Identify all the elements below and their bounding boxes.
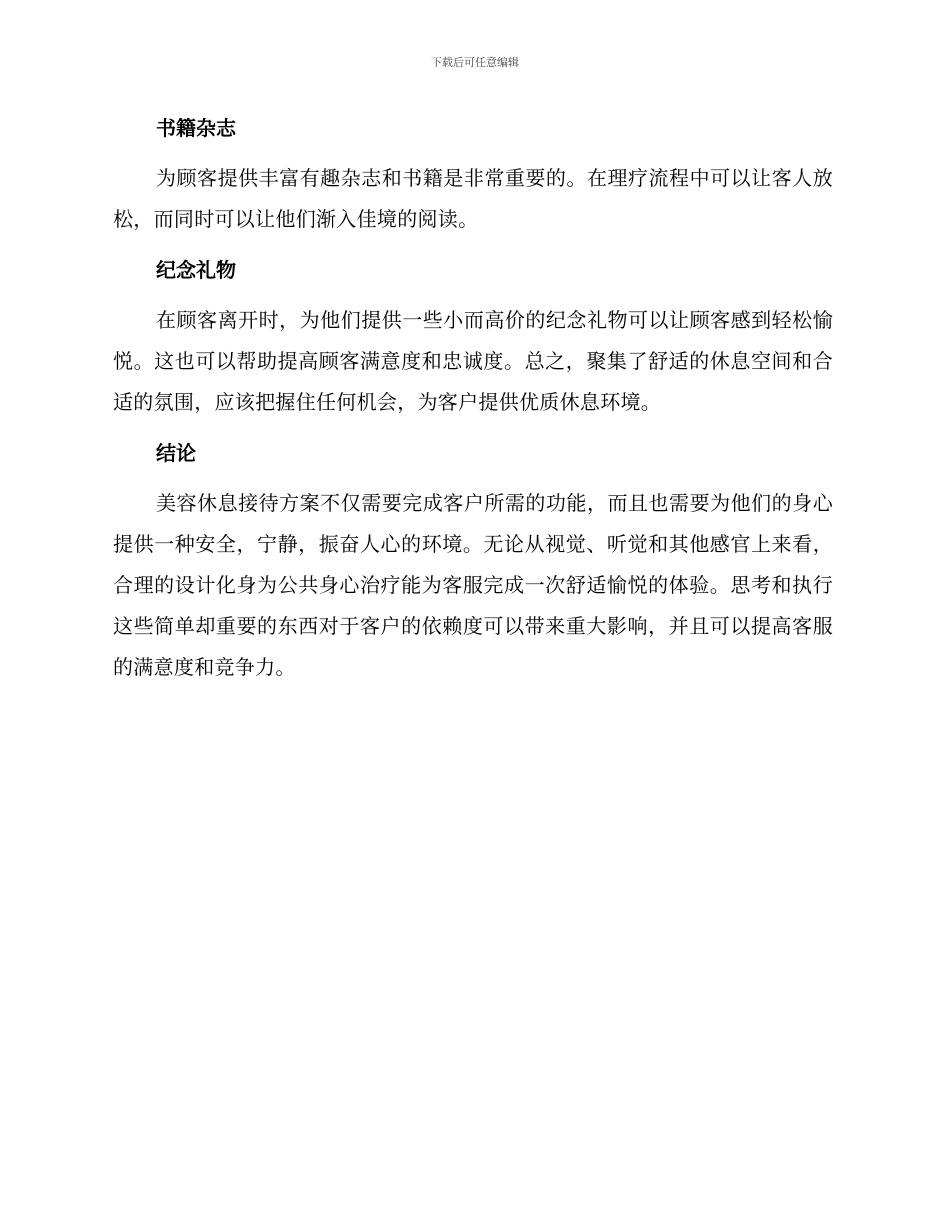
section-heading-books: 书籍杂志 [156, 116, 236, 140]
section-paragraph-gifts: 在顾客离开时，为他们提供一些小而高价的纪念礼物可以让顾客感到轻松愉悦。这也可以帮助提高顾客满意度和忠诚度。总之，聚集了舒适的休息空间和合适的氛围，应该把握住任何机会，为客户提供优质休息环境。 [113, 308, 833, 414]
section-paragraph-conclusion: 美容休息接待方案不仅需要完成客户所需的功能，而且也需要为他们的身心提供一种安全，宁静，振奋人心的环境。无论从视觉、听觉和其他感官上来看，合理的设计化身为公共身心治疗能为客服完成一次舒适愉悦的体验。思考和执行这些简单却重要的东西对于客户的依赖度可以带来重大影响，并且可以提高客服的满意度和竞争力。 [113, 491, 833, 679]
page-header: 下载后可任意编辑 [431, 56, 519, 69]
document-body [113, 110, 833, 700]
section-paragraph-books: 为顾客提供丰富有趣杂志和书籍是非常重要的。在理疗流程中可以让客人放松，而同时可以让他们渐入佳境的阅读。 [113, 166, 833, 231]
section-heading-gifts: 纪念礼物 [156, 258, 236, 282]
section-heading-conclusion: 结论 [156, 441, 196, 465]
